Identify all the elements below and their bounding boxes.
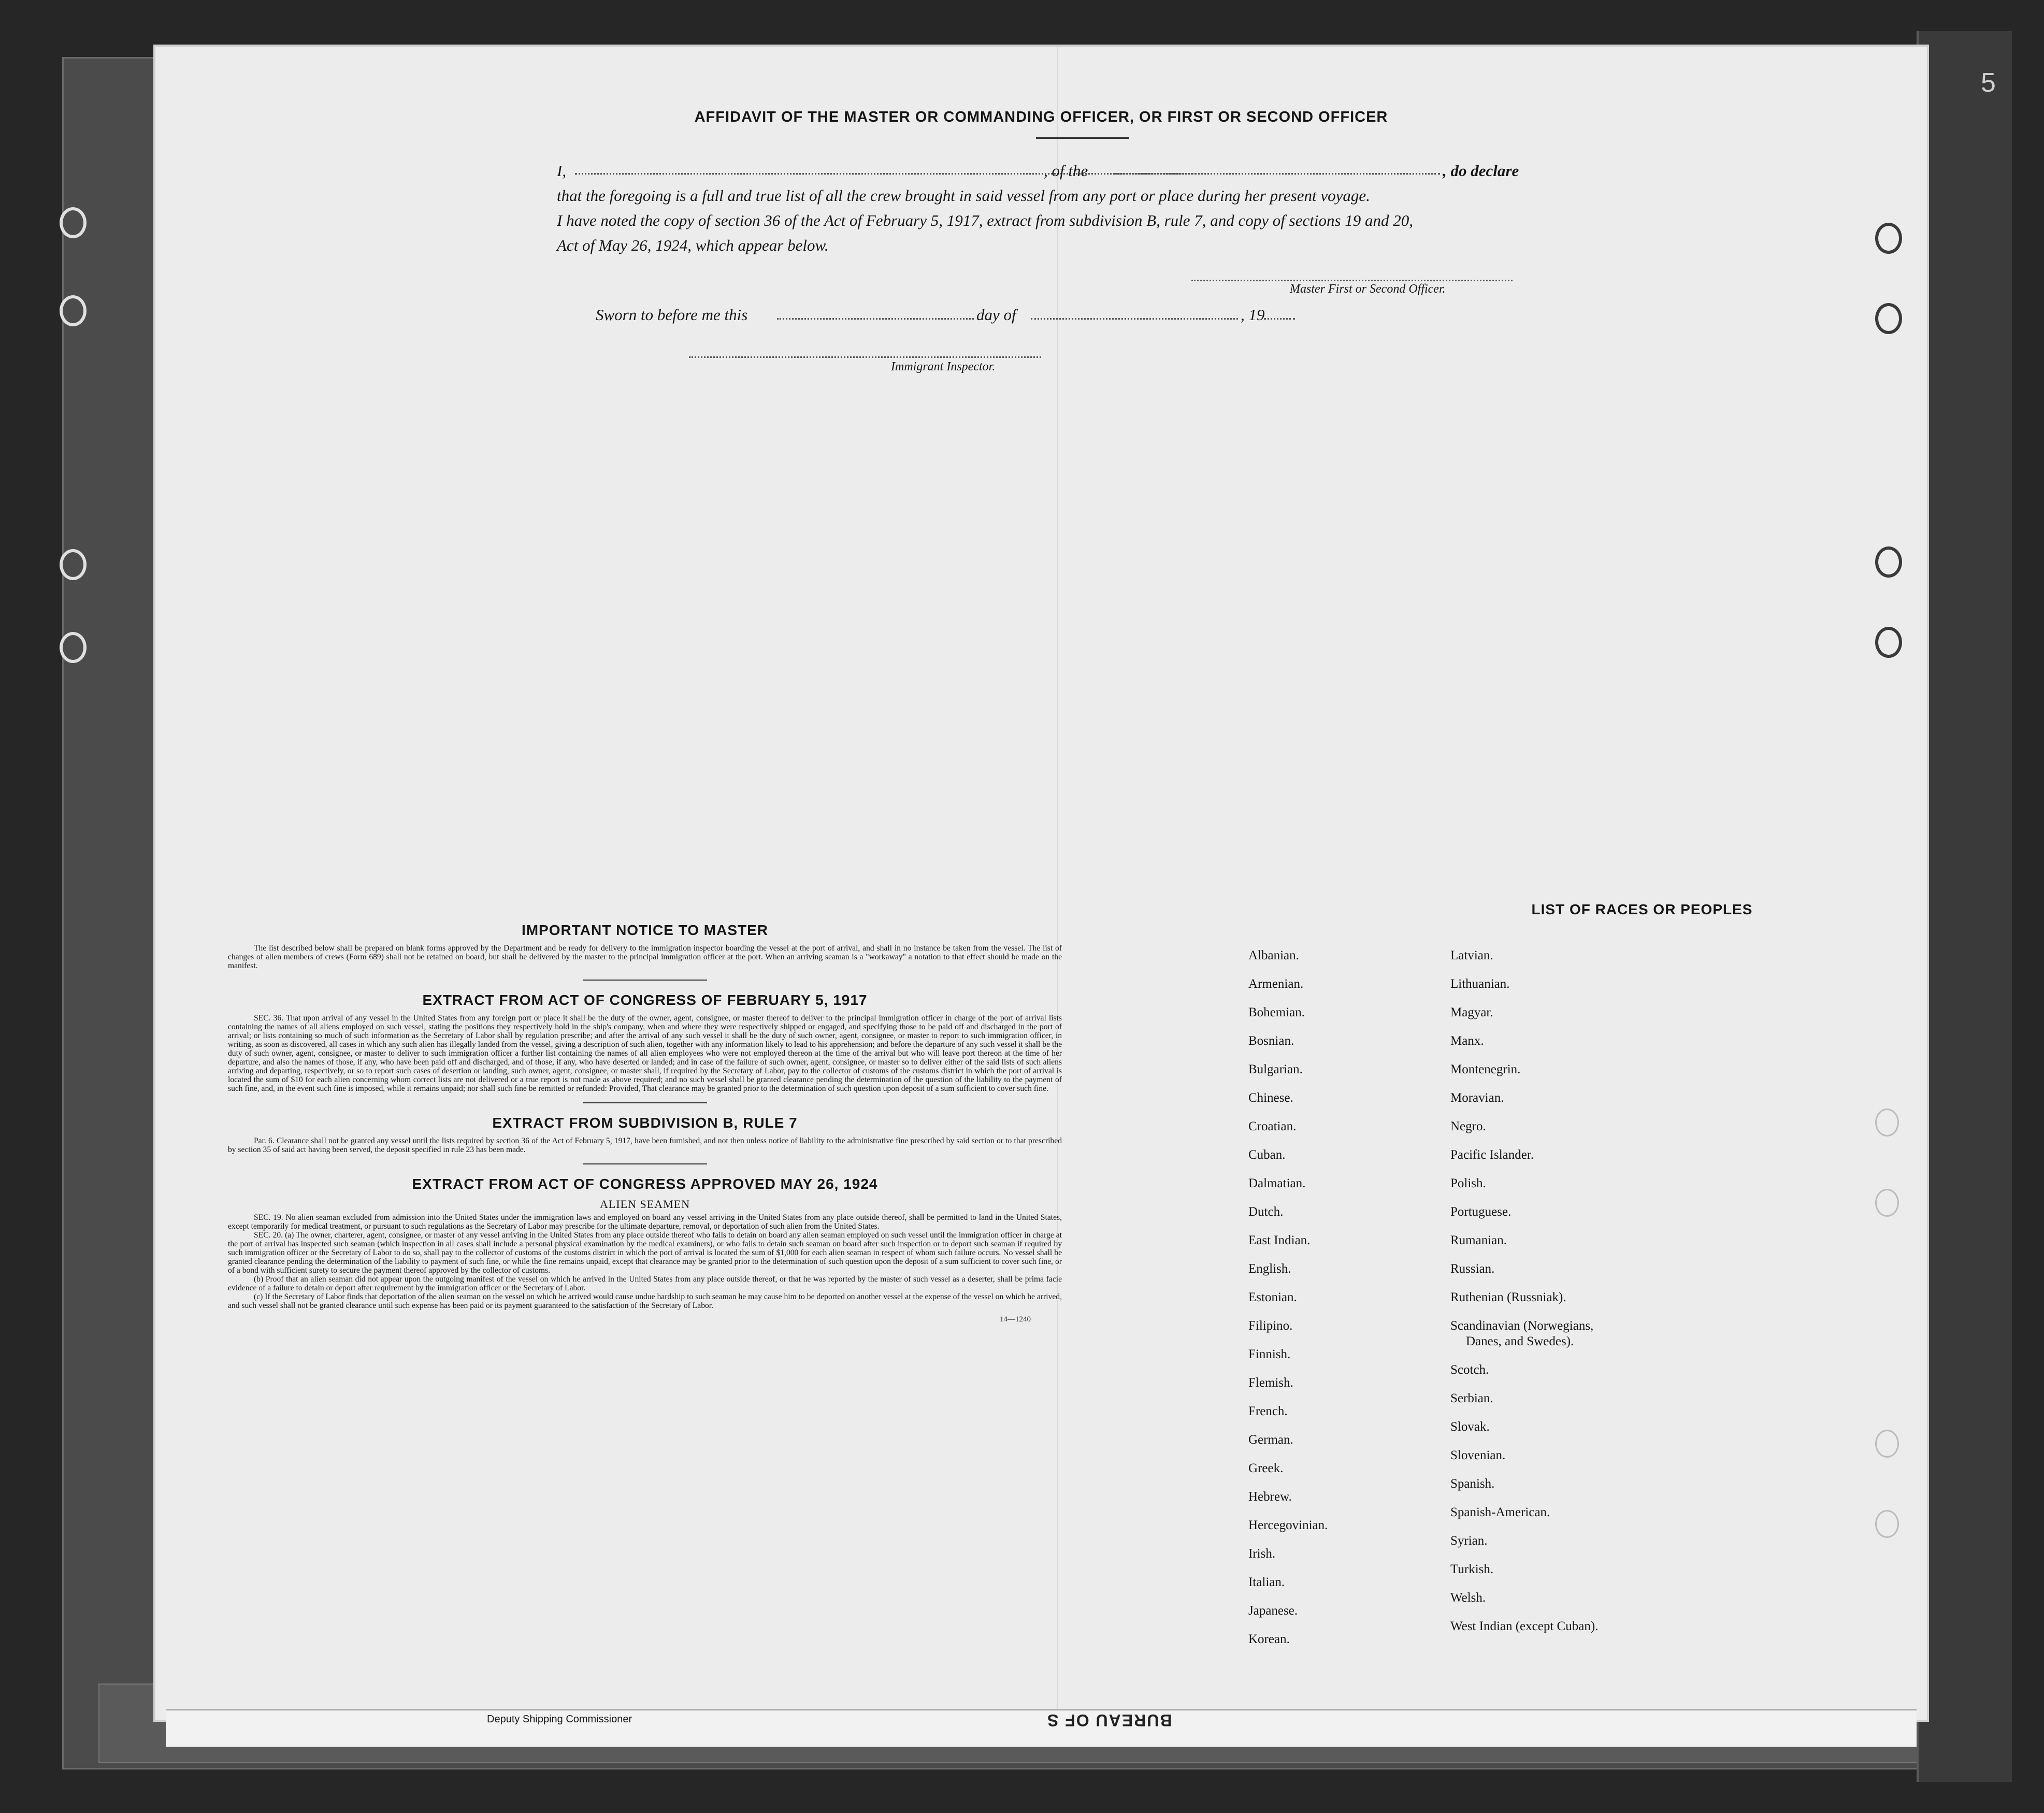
race-item: East Indian. xyxy=(1248,1233,1311,1247)
race-item: Manx. xyxy=(1450,1034,1484,1048)
notice-title: IMPORTANT NOTICE TO MASTER xyxy=(521,922,769,938)
race-item: Spanish. xyxy=(1450,1477,1495,1491)
race-item: Dutch. xyxy=(1248,1205,1284,1219)
affidavit-line4: Act of May 26, 1924, which appear below. xyxy=(557,236,829,254)
race-item: Negro. xyxy=(1450,1119,1486,1133)
sec20a-text: SEC. 20. (a) The owner, charterer, agent, consignee, or master of any vessel arriving in the United States from any place outside thereof who fails to detain on board any alien seaman employed on such vessel until the immigration officer in charge at the port of arrival has inspected such seaman (which inspection in all cases shall include a personal physical examination by the medical examiners), or who fails to detain such seaman on board after such inspection or to deport such seaman if required by such immigration officer or the Secretary of Labor to do so, shall pay to the collector of customs of the customs district in which the port of arrival is located the sum of $1,000 for each alien seaman in respect of whom such failure occurs. No vessel shall be granted clearance pending the determination of the liability to payment of such fine, or while the fine remains unpaid, except that clearance may be granted prior to the determination of such question upon the deposit of a sum sufficient to cover such fine, or of a bond with sufficient surety to secure the payment thereof approved by the collector of customs. xyxy=(228,1231,1062,1275)
punch-hole xyxy=(1875,223,1902,254)
race-item: English. xyxy=(1248,1262,1291,1276)
race-item: Welsh. xyxy=(1450,1591,1486,1605)
race-item: Japanese. xyxy=(1248,1604,1298,1618)
punch-hole xyxy=(1875,627,1902,658)
form-number: 14—1240 xyxy=(1000,1315,1031,1323)
race-item: Hercegovinian. xyxy=(1248,1518,1328,1532)
race-item: German. xyxy=(1248,1433,1293,1447)
race-item: West Indian (except Cuban). xyxy=(1450,1619,1599,1633)
section-divider xyxy=(583,980,707,981)
race-item: Danes, and Swedes). xyxy=(1466,1334,1574,1348)
affidavit-title: AFFIDAVIT OF THE MASTER OR COMMANDING OFFICER, OR FIRST OR SECOND OFFICER xyxy=(694,109,1388,125)
sec20c-text: (c) If the Secretary of Labor finds that deportation of the alien seaman on the vessel on which he arrived would cause undue hardship to such seaman he may cause him to be deported on another vessel at the expense of the vessel on which he arrived, and such vessel shall not be granted clearance until such expense has been paid or its payment guaranteed to the satisfaction of the Secretary of Labor. xyxy=(228,1292,1062,1310)
race-item: Lithuanian. xyxy=(1450,977,1510,991)
punch-hole xyxy=(1875,1109,1899,1136)
races-title: LIST OF RACES OR PEOPLES xyxy=(1531,901,1753,917)
race-item: Chinese. xyxy=(1248,1091,1293,1105)
race-item: Montenegrin. xyxy=(1450,1062,1521,1076)
race-item: French. xyxy=(1248,1404,1288,1418)
officer-signature-blank xyxy=(1191,280,1513,281)
extract-rule7-title: EXTRACT FROM SUBDIVISION B, RULE 7 xyxy=(492,1115,798,1131)
punch-hole xyxy=(1875,1189,1899,1217)
extract-1924-title: EXTRACT FROM ACT OF CONGRESS APPROVED MAY 26, 1924 xyxy=(412,1176,878,1192)
race-item: Finnish. xyxy=(1248,1347,1291,1361)
race-item: Russian. xyxy=(1450,1262,1495,1276)
race-item: Cuban. xyxy=(1248,1148,1286,1162)
inspector-signature-blank xyxy=(689,356,1041,358)
race-item: Bulgarian. xyxy=(1248,1062,1303,1076)
race-item: Rumanian. xyxy=(1450,1233,1507,1247)
race-item: Magyar. xyxy=(1450,1005,1493,1019)
extract-1917-title: EXTRACT FROM ACT OF CONGRESS OF FEBRUARY 5, 1917 xyxy=(422,992,868,1008)
edge-mark: 5 xyxy=(1981,68,1996,98)
extract-1917-text: SEC. 36. That upon arrival of any vessel in the United States from any foreign port or place it shall be the duty of the owner, agent, consignee, or master thereof to deliver to the principal immigration officer in charge of the port of arrival lists containing the names of all aliens employed on such vessel, stating the positions they respectively hold in the ship's company, when and where they were respectively shipped or engaged, and specifying those to be paid off and discharged in the port of arrival; or lists containing so much of such information as the Secretary of Labor shall by regulation prescribe; and after the arrival of any such vessel it shall be the duty of such owner, agent, consignee, or master to report to such immigration officer, in writing, as soon as discovered, all cases in which any such alien has illegally landed from the vessel, giving a description of such alien, together with any information likely to lead to his apprehension; and before the departure of any such vessel it shall be the duty of such owner, agent, consignee, or master to deliver to such immigration officer a further list containing the names of all alien employees who were not employed thereon at the time of the arrival but who will leave port thereon at the time of her departure, and also the names of those, if any, who have been paid off and discharged, and of those, if any, who have deserted or landed; and in case of the failure of such owner, agent, consignee, or master so to deliver either of the said lists of such aliens arriving and departing, respectively, or so to report such cases of desertion or landing, such owner, agent, consignee, or master shall, if required by the Secretary of Labor, pay to the collector of customs of the customs district in which the port of arrival is located the sum of $10 for each alien concerning whom correct lists are not delivered or a true report is not made as above required; and no such vessel shall be granted clearance pending the determination of the question of the liability to the payment of such fine, and, in the event such fine is imposed, while it remains unpaid; nor shall such fine be remitted or refunded: Provided, That clearance may be granted prior to the determination of such question upon deposit of a sum sufficient to cover such fine. xyxy=(228,1014,1062,1093)
race-item: Armenian. xyxy=(1248,977,1304,991)
deputy-commissioner-label: Deputy Shipping Commissioner xyxy=(487,1714,632,1725)
punch-hole xyxy=(1875,1510,1899,1538)
punch-hole xyxy=(60,632,87,663)
affidavit-line2: that the foregoing is a full and true list of all the crew brought in said vessel from any port or place during her present voyage. xyxy=(557,186,1370,205)
extract-rule7-text: Par. 6. Clearance shall not be granted any vessel until the lists required by section 36 of the Act of February 5, 1917, have been furnished, and not then unless notice of liability to the administrative fine prescribed by said section or to that prescribed by section 35 of said act having been served, the deposit specified in rule 23 has been made. xyxy=(228,1136,1062,1154)
race-item: Polish. xyxy=(1450,1176,1486,1190)
document-page xyxy=(155,47,1927,1730)
inspector-label: Immigrant Inspector. xyxy=(891,360,996,373)
officer-label: Master First or Second Officer. xyxy=(1290,282,1446,296)
race-item: Italian. xyxy=(1248,1575,1285,1589)
punch-hole xyxy=(1875,546,1902,578)
race-item: Bohemian. xyxy=(1248,1005,1305,1019)
race-item: Turkish. xyxy=(1450,1562,1494,1576)
punch-hole xyxy=(60,549,87,580)
sworn-mid: day of xyxy=(976,306,1016,324)
race-item: Ruthenian (Russniak). xyxy=(1450,1290,1566,1304)
race-item: Hebrew. xyxy=(1248,1490,1292,1504)
race-item: Portuguese. xyxy=(1450,1205,1512,1219)
alien-seamen-subtitle: ALIEN SEAMEN xyxy=(600,1198,690,1211)
name-blank xyxy=(575,173,1197,175)
sworn-end: , 19 xyxy=(1241,306,1265,324)
race-item: Scandinavian (Norwegians, xyxy=(1450,1319,1594,1333)
year-blank xyxy=(1264,318,1295,320)
bottom-label-strip xyxy=(166,1709,1917,1747)
race-item: Serbian. xyxy=(1450,1391,1493,1405)
race-item: Bosnian. xyxy=(1248,1034,1294,1048)
sworn-start: Sworn to before me this xyxy=(596,306,748,324)
month-blank xyxy=(1031,318,1238,320)
race-item: Moravian. xyxy=(1450,1091,1504,1105)
affidavit-line3: I have noted the copy of section 36 of the Act of February 5, 1917, extract from subdivision B, rule 7, and copy of sections 19 and 20, xyxy=(557,211,1414,229)
affidavit-line1-mid: , of the xyxy=(1044,162,1088,180)
race-item: Croatian. xyxy=(1248,1119,1297,1133)
punch-hole xyxy=(1875,303,1902,334)
section-divider xyxy=(583,1163,707,1164)
section-divider xyxy=(583,1102,707,1103)
day-blank xyxy=(777,318,974,320)
race-item: Korean. xyxy=(1248,1632,1290,1646)
race-item: Greek. xyxy=(1248,1461,1284,1475)
race-item: Syrian. xyxy=(1450,1534,1488,1548)
bureau-stamp: BUREAU OF S xyxy=(1046,1711,1172,1730)
legal-text-column xyxy=(228,922,1062,1324)
sec19-text: SEC. 19. No alien seaman excluded from admission into the United States under the immigration laws and employed on board any vessel arriving in the United States from any place outside thereof, shall be permitted to land in the United States, except temporarily for medical treatment, or pursuant to such regulations as the Secretary of Labor may prescribe for the ultimate departure, removal, or deportation of such alien from the United States. xyxy=(228,1213,1062,1231)
notice-text: The list described below shall be prepared on blank forms approved by the Department and be ready for delivery to the immigration inspector boarding the vessel at the port of arrival, and shall in no instance be taken from the vessel. The list of changes of alien members of crews (Form 689) shall not be retained on board, but shall be delivered by the master to the principal immigration officer at the port. When an arriving seaman is a "workaway" a notation to that effect should be made on the manifest. xyxy=(228,944,1062,970)
race-item: Estonian. xyxy=(1248,1290,1297,1304)
affidavit-line1-end: , do declare xyxy=(1443,162,1519,180)
race-item: Albanian. xyxy=(1248,948,1299,962)
sec20b-text: (b) Proof that an alien seaman did not appear upon the outgoing manifest of the vessel on which he arrived in the United States from any place outside thereof, or that he was reported by the master of such vessel as a deserter, shall be prima facie evidence of a failure to detain or deport after requirement by the immigration officer or the Secretary of Labor. xyxy=(228,1275,1062,1292)
race-item: Slovenian. xyxy=(1450,1448,1506,1462)
race-item: Pacific Islander. xyxy=(1450,1148,1534,1162)
race-item: Irish. xyxy=(1248,1547,1276,1561)
punch-hole xyxy=(60,207,87,238)
affidavit-line1-start: I, xyxy=(557,162,567,180)
race-item: Dalmatian. xyxy=(1248,1176,1306,1190)
punch-hole xyxy=(1875,1430,1899,1458)
race-item: Flemish. xyxy=(1248,1376,1293,1390)
race-item: Spanish-American. xyxy=(1450,1505,1550,1519)
punch-hole xyxy=(60,295,87,326)
race-item: Scotch. xyxy=(1450,1363,1489,1377)
race-item: Filipino. xyxy=(1248,1319,1293,1333)
title-rule xyxy=(1036,137,1129,139)
race-item: Slovak. xyxy=(1450,1420,1490,1434)
vessel-blank xyxy=(1114,173,1440,175)
fold-line xyxy=(1057,47,1058,1720)
race-item: Latvian. xyxy=(1450,948,1493,962)
